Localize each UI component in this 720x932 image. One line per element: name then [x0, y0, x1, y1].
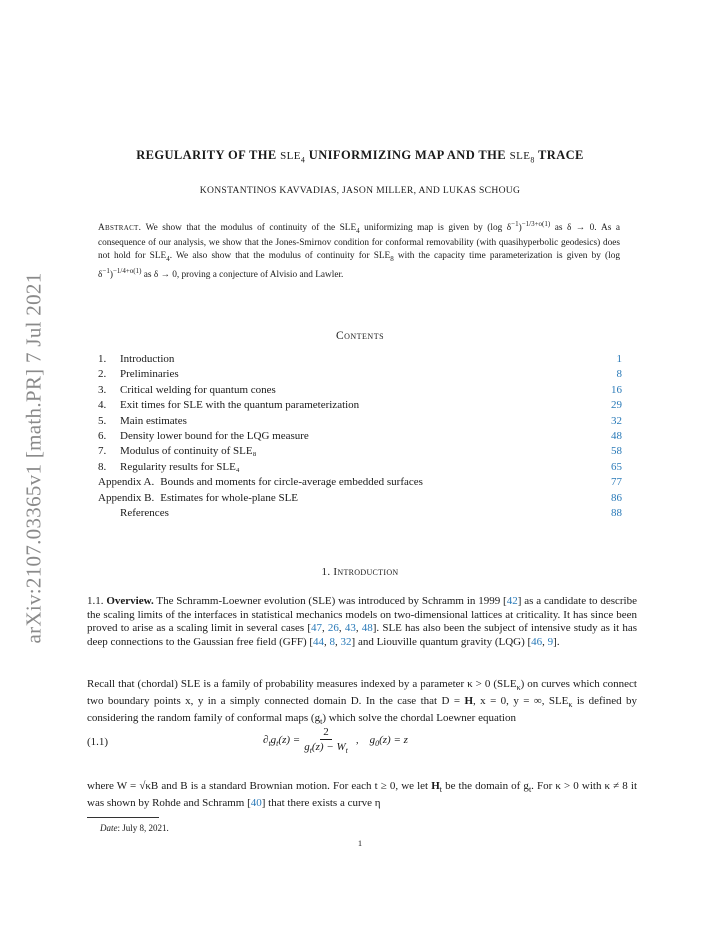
toc-item[interactable]	[98, 352, 622, 367]
toc-page-link[interactable]: 32	[611, 414, 622, 427]
toc-item-number: 1.	[98, 353, 107, 365]
paragraph-brownian: where W = √κB and B is a standard Brownian motion. For each t ≥ 0, we let $H_t$ be the domain of $g_t$. For κ > 0 with κ ≠ 8 it was shown by Rohde and Schramm [40] that there exists a curve η	[87, 780, 638, 809]
toc-item-number: 8.	[98, 460, 107, 473]
toc-item-label: Modulus of continuity of SLE₈	[120, 445, 257, 458]
citation-link[interactable]: 46	[531, 635, 543, 648]
toc-item[interactable]	[98, 444, 622, 459]
toc-page-link[interactable]: 58	[611, 445, 622, 458]
toc-item-label: References	[120, 506, 169, 519]
toc-item[interactable]	[98, 367, 622, 382]
toc-page-link[interactable]: 86	[611, 491, 622, 504]
toc-page-link[interactable]: 8	[616, 368, 622, 381]
toc-item-number: 7.	[98, 445, 107, 458]
toc-item-label: Introduction	[120, 353, 175, 365]
toc-page-link[interactable]: 88	[611, 506, 622, 519]
toc-page-link[interactable]: 48	[611, 429, 622, 442]
citation-link[interactable]: 8	[329, 635, 336, 648]
section-heading: 1. Introduction	[321, 566, 399, 578]
toc-item[interactable]	[98, 414, 622, 429]
toc-item-number: 6.	[98, 429, 107, 442]
citation-link[interactable]: 44	[313, 635, 325, 648]
toc-item-label: Main estimates	[120, 414, 187, 427]
abstract: Abstract. We show that the modulus of continuity of the $SLE_4$ uniformizing map is given by (log $\delta^{-1})^{-1/3+o(1)}$ as δ → 0. As a consequence of our analysis, we show that the Jones-Smirnov condition for conformal removability (with quasihyperbolic geodesics) does not hold for $SLE_4$. We also show that the modulus of continuity for $SLE_8$ with the capacity time parameterization is given by (log $\delta^{-1})^{-1/4+o(1)}$ as δ → 0, proving a conjecture of Alvisio and Lawler.	[98, 220, 621, 281]
paper-title: REGULARITY OF THE $SLE_4$ UNIFORMIZING MAP AND THE $SLE_8$ TRACE	[136, 148, 584, 165]
arxiv-identifier: arXiv:2107.03365v1 [math.PR] 7 Jul 2021	[21, 272, 46, 644]
toc-item-number: Appendix A.	[98, 476, 155, 489]
toc-item[interactable]	[98, 491, 622, 506]
toc-item-number: Appendix B.	[98, 491, 155, 504]
toc-item[interactable]	[98, 383, 622, 398]
paragraph-overview: 1.1. Overview. The Schramm-Loewner evolution (SLE) was introduced by Schramm in 1999 [42] as a candidate to describe the scaling limits of the interfaces in statistical mechanics models on two-dimensional lattices at criticality. It has since been proved to arise as a scaling limit in several cases [47, 26, 43, 48]. SLE has also been the subject of intensive study as it has deep connections to the Gaussian free field (GFF) [44, 8, 32] and Liouville quantum gravity (LQG) [46, 9].	[87, 595, 638, 648]
toc-item[interactable]	[98, 460, 622, 475]
footnote-rule	[87, 817, 159, 818]
toc-item-label: Preliminaries	[120, 368, 179, 381]
page-number: 1	[357, 838, 363, 848]
toc-item-label: Critical welding for quantum cones	[120, 383, 276, 396]
toc-page-link[interactable]: 65	[611, 460, 622, 473]
toc-item[interactable]	[98, 475, 622, 490]
citation-link[interactable]: 40	[250, 796, 262, 809]
equation-label: (1.1)	[87, 736, 109, 748]
toc-item-number: 3.	[98, 383, 107, 396]
toc-item-number: 2.	[98, 368, 107, 381]
toc-item-number: 5.	[98, 414, 107, 427]
citation-link[interactable]: 32	[340, 635, 352, 648]
contents-heading: Contents	[335, 330, 385, 342]
toc-item-label: Bounds and moments for circle-average embedded surfaces	[160, 476, 423, 489]
toc-page-link[interactable]: 16	[611, 383, 622, 396]
toc-page-link[interactable]: 77	[611, 476, 622, 489]
equation-1-1: (1.1) $\partial_tg_t(z)$ = $\frac{2}{g_t(z) - W_t}$ , $g_0(z) = z$	[87, 726, 408, 756]
toc-item-number: 4.	[98, 399, 107, 412]
table-of-contents	[98, 352, 622, 521]
citation-link[interactable]: 26	[327, 622, 339, 635]
citation-link[interactable]: 48	[361, 622, 373, 635]
citation-link[interactable]: 42	[506, 595, 518, 607]
arxiv-sidebar	[14, 248, 54, 668]
toc-item-label: Density lower bound for the LQG measure	[120, 429, 309, 442]
toc-page-link[interactable]: 1	[616, 353, 622, 365]
paper-authors: KONSTANTINOS KAVVADIAS, JASON MILLER, AND LUKAS SCHOUG	[199, 185, 521, 196]
toc-item[interactable]	[98, 506, 622, 521]
citation-link[interactable]: 43	[344, 622, 356, 635]
toc-item-label: Estimates for whole-plane SLE	[160, 491, 299, 504]
toc-item-label: Exit times for SLE with the quantum parameterization	[120, 399, 360, 412]
toc-item-label: Regularity results for SLE₄	[120, 460, 240, 473]
toc-page-link[interactable]: 29	[611, 399, 622, 412]
footnote-date: Date: July 8, 2021.	[100, 823, 169, 833]
citation-link[interactable]: 47	[311, 622, 322, 635]
abstract-label: Abstract.	[98, 223, 142, 234]
citation-link[interactable]: 9	[547, 635, 554, 648]
toc-item[interactable]	[98, 429, 622, 444]
toc-item[interactable]	[98, 398, 622, 413]
paragraph-chordal-sle: Recall that (chordal) SLE is a family of probability measures indexed by a parameter κ > 0 $(SLE_\kappa)$ on curves which connect two boundary points x, y in a simply connected domain D. In the case that D = H, x = 0, y = ∞, $SLE_\kappa$ is defined by considering the random family of conformal maps $(g_t)$ which solve the chordal Loewner equation	[87, 678, 637, 726]
